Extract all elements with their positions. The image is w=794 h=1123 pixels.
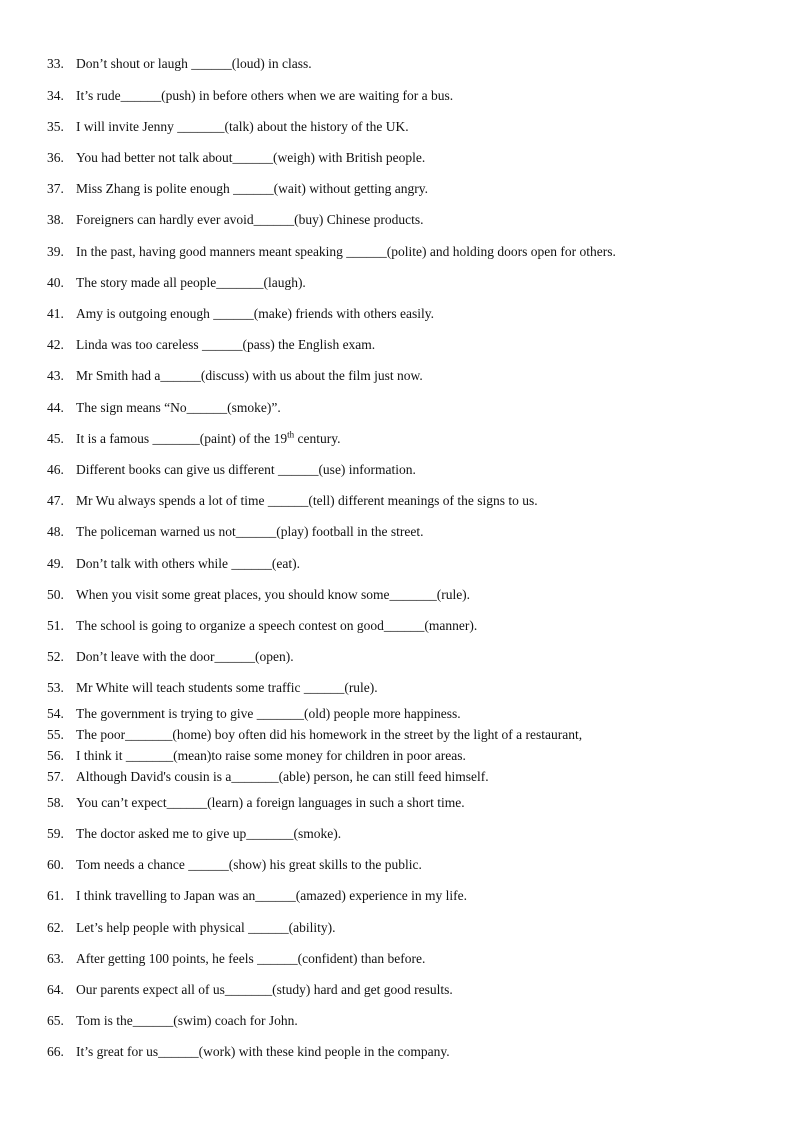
question-text: Mr Wu always spends a lot of time ______(tell) different meanings of the signs to us.: [76, 493, 538, 508]
question-text: The sign means “No______(smoke)”.: [76, 400, 281, 415]
question-text: The policeman warned us not______(play) football in the street.: [76, 524, 424, 539]
question-number: 63.: [47, 951, 64, 966]
question-number: 46.: [47, 462, 64, 477]
question-number: 35.: [47, 119, 64, 134]
question-text: Different books can give us different ______(use) information.: [76, 462, 416, 477]
question-number: 59.: [47, 826, 64, 841]
question-number: 66.: [47, 1044, 64, 1059]
question-number: 38.: [47, 212, 64, 227]
question-text: I will invite Jenny _______(talk) about the history of the UK.: [76, 119, 409, 134]
question-text: The doctor asked me to give up_______(smoke).: [76, 826, 342, 841]
question-text: Mr Smith had a______(discuss) with us about the film just now.: [76, 368, 423, 383]
question-number: 45.: [47, 431, 64, 446]
question-text: Although David's cousin is a_______(able) person, he can still feed himself.: [76, 769, 489, 784]
question-number: 56.: [47, 748, 64, 763]
question-text: You can’t expect______(learn) a foreign languages in such a short time.: [76, 795, 465, 810]
question-text: It’s rude______(push) in before others when we are waiting for a bus.: [76, 88, 454, 103]
question-text: After getting 100 points, he feels ______(confident) than before.: [76, 951, 426, 966]
question-number: 44.: [47, 400, 64, 415]
question-text: The story made all people_______(laugh).: [76, 275, 306, 290]
question-number: 37.: [47, 181, 64, 196]
question-number: 52.: [47, 649, 64, 664]
question-text: Miss Zhang is polite enough ______(wait) without getting angry.: [76, 181, 428, 196]
question-text: When you visit some great places, you should know some_______(rule).: [76, 587, 471, 602]
question-number: 65.: [47, 1013, 64, 1028]
question-text-after: century.: [294, 431, 341, 446]
question-number: 47.: [47, 493, 64, 508]
question-number: 39.: [47, 244, 64, 259]
question-number: 61.: [47, 888, 64, 903]
question-number: 62.: [47, 920, 64, 935]
question-number: 42.: [47, 337, 64, 352]
question-text: You had better not talk about______(weigh) with British people.: [76, 150, 426, 165]
question-number: 60.: [47, 857, 64, 872]
question-text: Let’s help people with physical ______(ability).: [76, 920, 336, 935]
question-number: 48.: [47, 524, 64, 539]
question-number: 64.: [47, 982, 64, 997]
question-number: 40.: [47, 275, 64, 290]
question-number: 50.: [47, 587, 64, 602]
question-number: 49.: [47, 556, 64, 571]
question-text: Don’t leave with the door______(open).: [76, 649, 294, 664]
question-text: [76, 429, 340, 449]
ordinal-superscript: th: [287, 429, 295, 440]
question-text: Don’t talk with others while ______(eat).: [76, 556, 300, 571]
question-number: 43.: [47, 368, 64, 383]
question-text: In the past, having good manners meant speaking ______(polite) and holding doors open for others.: [76, 244, 616, 259]
question-text: I think it _______(mean)to raise some money for children in poor areas.: [76, 748, 466, 763]
question-text: Our parents expect all of us_______(study) hard and get good results.: [76, 982, 453, 997]
question-number: 33.: [47, 56, 64, 71]
question-number: 54.: [47, 706, 64, 721]
question-text: I think travelling to Japan was an______(amazed) experience in my life.: [76, 888, 467, 903]
question-text: The poor_______(home) boy often did his homework in the street by the light of a restaurant,: [76, 727, 583, 742]
question-number: 51.: [47, 618, 64, 633]
question-text: Linda was too careless ______(pass) the English exam.: [76, 337, 376, 352]
question-text-before: It is a famous _______(paint) of the 19: [76, 431, 288, 446]
question-text: Tom is the______(swim) coach for John.: [76, 1013, 298, 1028]
question-text: The school is going to organize a speech contest on good______(manner).: [76, 618, 478, 633]
question-number: 57.: [47, 769, 64, 784]
question-text: Mr White will teach students some traffic ______(rule).: [76, 680, 378, 695]
question-number: 34.: [47, 88, 64, 103]
question-number: 53.: [47, 680, 64, 695]
question-text: Don’t shout or laugh ______(loud) in class.: [76, 56, 312, 71]
question-text: Tom needs a chance ______(show) his great skills to the public.: [76, 857, 422, 872]
question-text: The government is trying to give _______(old) people more happiness.: [76, 706, 461, 721]
question-number: 58.: [47, 795, 64, 810]
question-text: It’s great for us______(work) with these kind people in the company.: [76, 1044, 450, 1059]
question-text: Amy is outgoing enough ______(make) friends with others easily.: [76, 306, 434, 321]
question-number: 41.: [47, 306, 64, 321]
question-number: 36.: [47, 150, 64, 165]
question-text: Foreigners can hardly ever avoid______(buy) Chinese products.: [76, 212, 424, 227]
question-number: 55.: [47, 727, 64, 742]
